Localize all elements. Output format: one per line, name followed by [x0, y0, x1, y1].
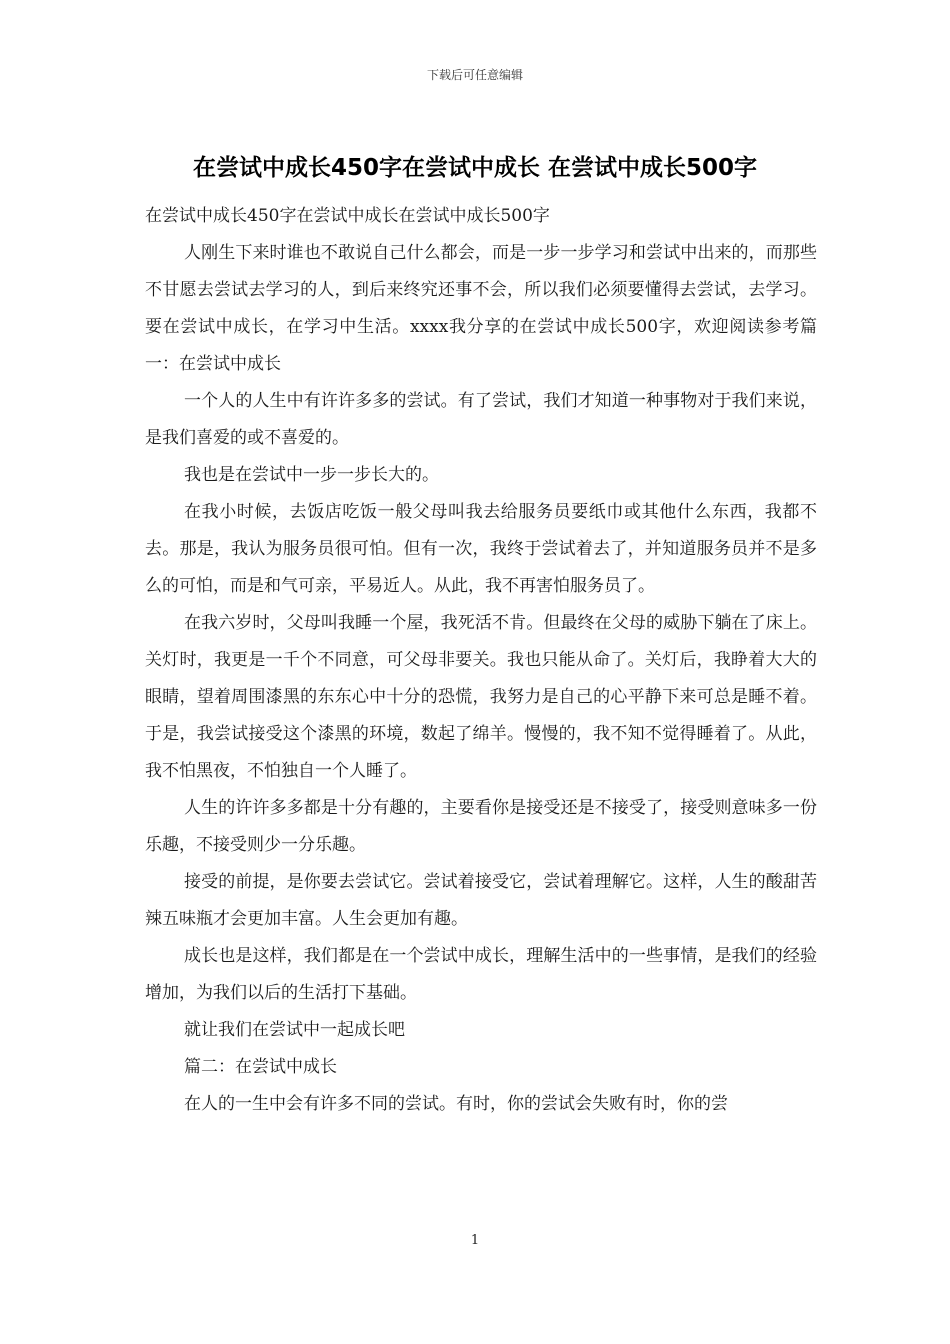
paragraph: 一个人的人生中有许许多多的尝试。有了尝试，我们才知道一种事物对于我们来说，是我们喜爱的或不喜爱的。: [145, 391, 817, 448]
paragraph: 成长也是这样，我们都是在一个尝试中成长，理解生活中的一些事情，是我们的经验增加，为我们以后的生活打下基础。: [145, 946, 817, 1003]
paragraph: 人生的许许多多都是十分有趣的，主要看你是接受还是不接受了，接受则意味多一份乐趣，不接受则少一分乐趣。: [145, 798, 817, 855]
document-subtitle: 在尝试中成长450字在尝试中成长在尝试中成长500字: [145, 206, 550, 226]
section-heading: 篇二：在尝试中成长: [184, 1057, 337, 1077]
paragraph: 人刚生下来时谁也不敢说自己什么都会，而是一步一步学习和尝试中出来的，而那些不甘愿去尝试去学习的人，到后来终究还事不会，所以我们必须要懂得去尝试，去学习。要在尝试中成长，在学习中生活。xxxx我分享的在尝试中成长500字，欢迎阅读参考篇一：在尝试中成长: [145, 243, 817, 374]
document-title: 在尝试中成长450字在尝试中成长 在尝试中成长500字: [192, 155, 758, 181]
header-note: 下载后可任意编辑: [426, 68, 523, 82]
paragraph: 就让我们在尝试中一起成长吧: [184, 1020, 405, 1040]
paragraph: 在我六岁时，父母叫我睡一个屋，我死活不肯。但最终在父母的威胁下躺在了床上。关灯时，我更是一千个不同意，可父母非要关。我也只能从命了。关灯后，我睁着大大的眼睛，望着周围漆黑的东东心中十分的恐慌，我努力是自己的心平静下来可总是睡不着。于是，我尝试接受这个漆黑的环境，数起了绵羊。慢慢的，我不知不觉得睡着了。从此，我不怕黑夜，不怕独自一个人睡了。: [145, 613, 817, 781]
paragraph: 在人的一生中会有许多不同的尝试。有时，你的尝试会失败有时，你的尝: [184, 1094, 728, 1114]
paragraph: 接受的前提，是你要去尝试它。尝试着接受它，尝试着理解它。这样，人生的酸甜苦辣五味瓶才会更加丰富。人生会更加有趣。: [145, 872, 817, 929]
document-body: [145, 198, 817, 1123]
paragraph: 在我小时候，去饭店吃饭一般父母叫我去给服务员要纸巾或其他什么东西，我都不去。那是，我认为服务员很可怕。但有一次，我终于尝试着去了，并知道服务员并不是多么的可怕，而是和气可亲，平易近人。从此，我不再害怕服务员了。: [145, 502, 817, 596]
paragraph: 我也是在尝试中一步一步长大的。: [184, 465, 439, 485]
page-number: 1: [470, 1233, 480, 1248]
